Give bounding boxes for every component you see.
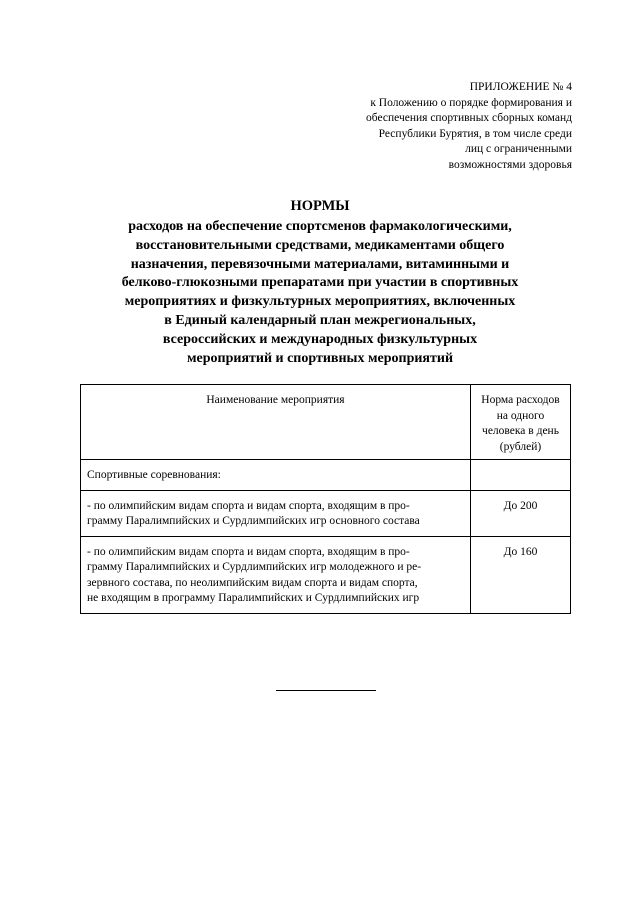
header-norm-line: (рублей) bbox=[499, 440, 542, 453]
appendix-line: Республики Бурятия, в том числе среди bbox=[378, 127, 572, 140]
table-header-row bbox=[81, 385, 571, 460]
appendix-line: ПРИЛОЖЕНИЕ № 4 bbox=[469, 81, 572, 93]
table-row bbox=[81, 536, 571, 613]
appendix-line: обеспечения спортивных сборных команд bbox=[366, 112, 572, 124]
event-name-cell bbox=[81, 536, 471, 613]
closing-rule-divider bbox=[276, 690, 376, 691]
title-line: в Единый календарный план межрегиональных, bbox=[164, 312, 476, 328]
header-norm-line: человека в день bbox=[482, 425, 559, 437]
title-line: мероприятий и спортивных мероприятий bbox=[186, 350, 454, 366]
header-event-name: Наименование мероприятия bbox=[81, 385, 471, 460]
title-line: восстановительными средствами, медикаментами общего bbox=[135, 237, 505, 253]
norm-value-cell bbox=[471, 460, 571, 491]
title-line: белково-глюкозными препаратами при участии в спортивных bbox=[121, 275, 519, 291]
title-line: мероприятиях и физкультурных мероприятиях, включенных bbox=[124, 294, 516, 310]
document-title bbox=[60, 196, 580, 368]
norm-value-cell: До 160 bbox=[471, 536, 571, 613]
appendix-block bbox=[312, 80, 572, 173]
event-name-cell bbox=[81, 490, 471, 536]
event-name-line: грамму Паралимпийских и Сурдлимпийских игр основного состава bbox=[87, 515, 420, 527]
event-name-line: не входящим в программу Паралимпийских и Сурдлимпийских игр bbox=[87, 592, 420, 604]
event-name-cell bbox=[81, 460, 471, 491]
header-norm-line: Норма расходов bbox=[481, 394, 560, 406]
appendix-line: возможностями здоровья bbox=[448, 158, 572, 171]
norms-table bbox=[80, 384, 571, 614]
appendix-line: лиц с ограниченными bbox=[465, 143, 572, 155]
title-line: расходов на обеспечение спортсменов фармакологическими, bbox=[128, 219, 512, 234]
title-line: всероссийских и международных физкультурных bbox=[162, 331, 478, 347]
header-expense-norm bbox=[471, 385, 571, 460]
title-heading: НОРМЫ bbox=[290, 198, 350, 214]
event-name-line: Спортивные соревнования: bbox=[87, 469, 221, 481]
event-name-line: грамму Паралимпийских и Сурдлимпийских игр молодежного и ре- bbox=[87, 561, 422, 573]
norm-value-cell: До 200 bbox=[471, 490, 571, 536]
event-name-line: - по олимпийским видам спорта и видам спорта, входящим в про- bbox=[87, 545, 410, 558]
event-name-line: зервного состава, по неолимпийским видам спорта и видам спорта, bbox=[87, 576, 418, 589]
header-norm-line: на одного bbox=[496, 409, 545, 422]
title-line: назначения, перевязочными материалами, витаминными и bbox=[130, 256, 510, 272]
appendix-line: к Положению о порядке формирования и bbox=[370, 96, 572, 109]
table-row bbox=[81, 460, 571, 491]
event-name-line: - по олимпийским видам спорта и видам спорта, входящим в про- bbox=[87, 499, 410, 512]
table-row bbox=[81, 490, 571, 536]
